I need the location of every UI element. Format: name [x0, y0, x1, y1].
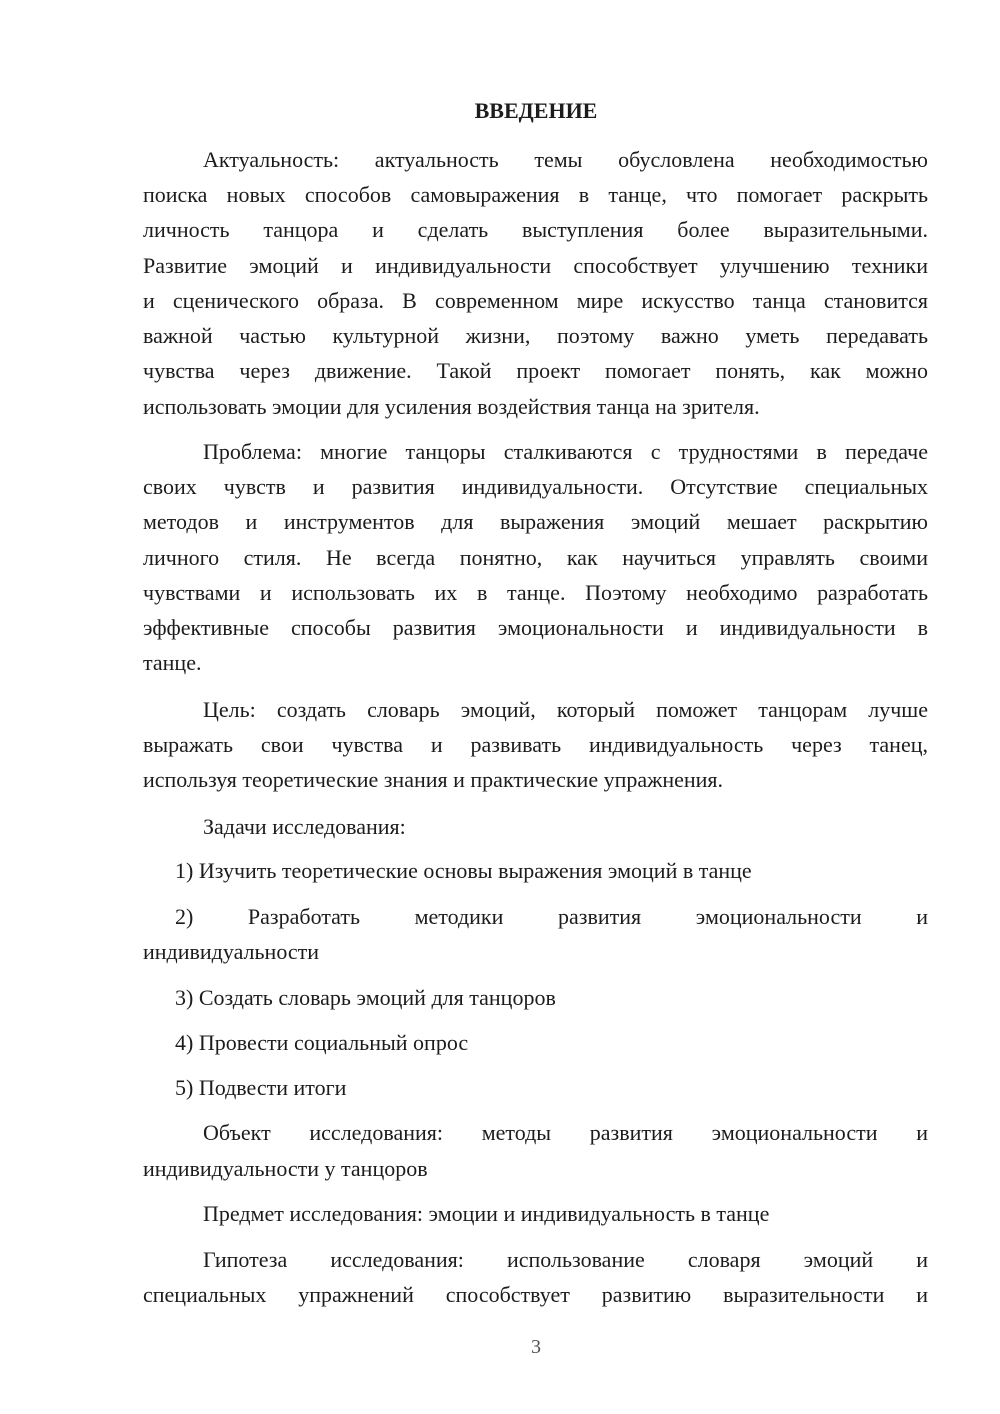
text-line: Задачи исследования: [203, 814, 406, 839]
text-line: поиска новых способов самовыражения в танце, что помогает раскрыть [143, 182, 928, 207]
list-item: 1) Изучить теоретические основы выражения эмоций в танце [175, 858, 752, 883]
list-item: 4) Провести социальный опрос [175, 1030, 469, 1055]
text-line: Актуальность: актуальность темы обусловлена необходимостью [203, 147, 928, 172]
text-line: индивидуальности [143, 939, 320, 964]
text-line: Гипотеза исследования: использование словаря эмоций и [203, 1247, 928, 1272]
text-line: и сценического образа. В современном мире искусство танца становится [143, 288, 928, 313]
text-line: важной частью культурной жизни, поэтому важно уметь передавать [143, 323, 928, 348]
text-line: своих чувств и развития индивидуальности. Отсутствие специальных [143, 474, 928, 499]
text-line: индивидуальности у танцоров [143, 1156, 428, 1181]
text-line: Развитие эмоций и индивидуальности способствует улучшению техники [143, 253, 928, 278]
text-line: танце. [143, 650, 202, 675]
text-line: Предмет исследования: эмоции и индивидуальность в танце [203, 1201, 770, 1226]
text-line: Цель: создать словарь эмоций, который поможет танцорам лучше [203, 697, 928, 722]
text-line: используя теоретические знания и практические упражнения. [143, 767, 724, 792]
text-line: личного стиля. Не всегда понятно, как научиться управлять своими [143, 545, 928, 570]
text-line: методов и инструментов для выражения эмоций мешает раскрытию [143, 509, 928, 534]
text-line: Объект исследования: методы развития эмоциональности и [203, 1120, 928, 1145]
text-line: Проблема: многие танцоры сталкиваются с трудностями в передаче [203, 439, 928, 464]
text-line: чувствами и использовать их в танце. Поэтому необходимо разработать [143, 580, 928, 605]
page-title: ВВЕДЕНИЕ [474, 98, 598, 123]
page-number: 3 [531, 1336, 541, 1358]
text-line: эффективные способы развития эмоциональности и индивидуальности в [143, 615, 928, 640]
text-line: специальных упражнений способствует развитию выразительности и [143, 1282, 928, 1307]
list-item: 3) Создать словарь эмоций для танцоров [175, 985, 556, 1010]
list-item: 2) Разработать методики развития эмоциональности и [175, 904, 928, 929]
text-line: использовать эмоции для усиления воздействия танца на зрителя. [143, 394, 760, 419]
text-line: чувства через движение. Такой проект помогает понять, как можно [143, 358, 928, 383]
text-line: личность танцора и сделать выступления более выразительными. [143, 217, 928, 242]
list-item: 5) Подвести итоги [175, 1075, 347, 1100]
text-line: выражать свои чувства и развивать индивидуальность через танец, [143, 732, 928, 757]
